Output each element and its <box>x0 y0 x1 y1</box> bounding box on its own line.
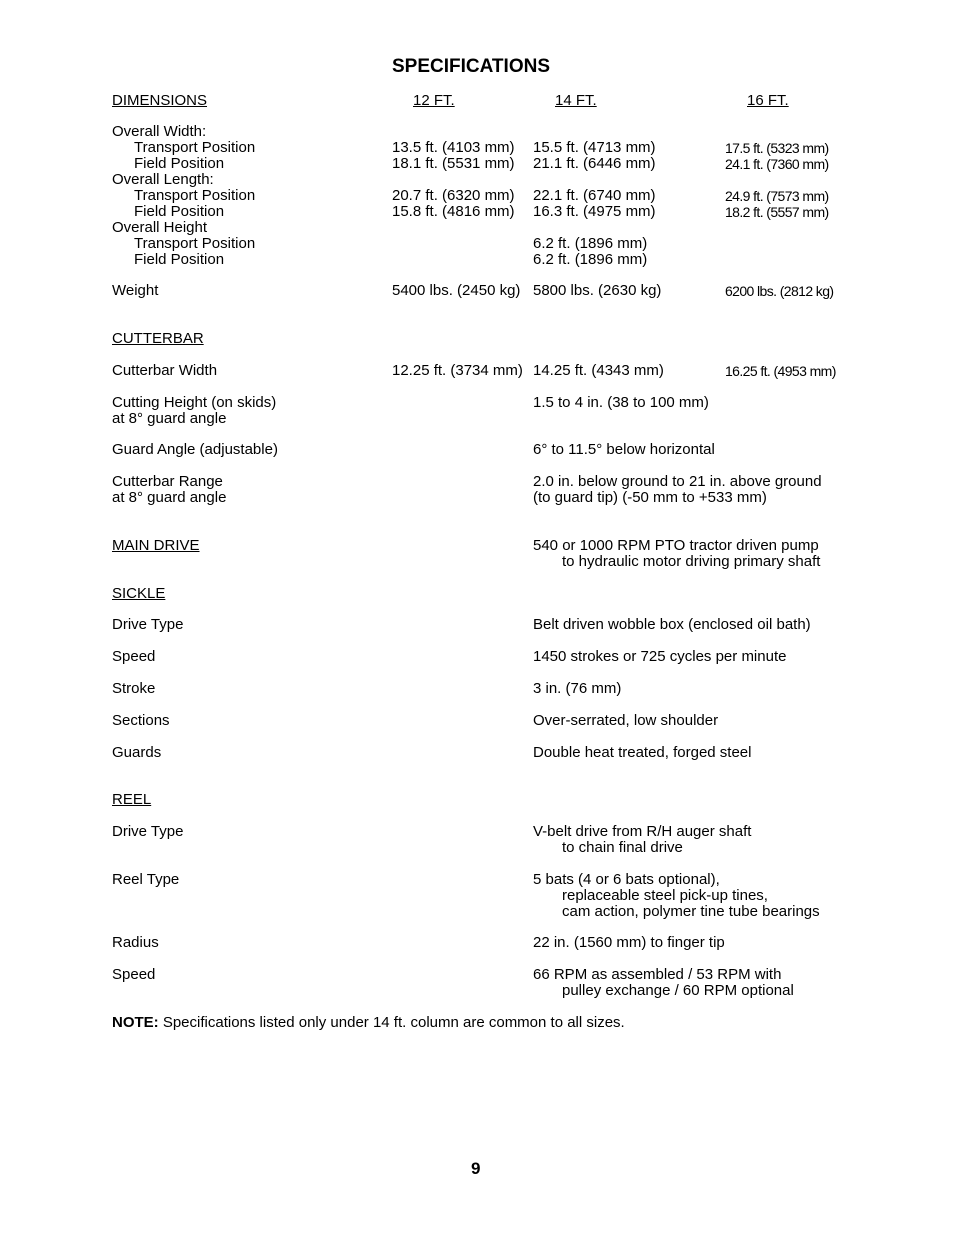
length-field-16ft: 18.2 ft. (5557 mm) <box>725 204 829 220</box>
cutterbar-range-label: Cutterbar Range <box>112 473 223 490</box>
reel-type-value-line3: cam action, polymer tine tube bearings <box>562 903 820 920</box>
cutterbar-width-12ft: 12.25 ft. (3734 mm) <box>392 362 523 379</box>
cutting-height-label: Cutting Height (on skids) <box>112 394 277 411</box>
sickle-speed-value: 1450 strokes or 725 cycles per minute <box>533 648 787 665</box>
column-header-14ft: 14 FT. <box>555 92 597 109</box>
cutterbar-width-14ft: 14.25 ft. (4343 mm) <box>533 362 664 379</box>
dimensions-heading: DIMENSIONS <box>112 92 208 109</box>
length-field-14ft: 16.3 ft. (4975 mm) <box>533 203 656 220</box>
sickle-stroke-label: Stroke <box>112 680 156 697</box>
main-drive-value: 540 or 1000 RPM PTO tractor driven pump <box>533 537 819 554</box>
sickle-stroke-value: 3 in. (76 mm) <box>533 680 622 697</box>
length-transport-label: Transport Position <box>134 187 256 204</box>
note <box>112 1015 625 1031</box>
cutterbar-range-value: 2.0 in. below ground to 21 in. above ground <box>533 473 822 490</box>
sickle-heading: SICKLE <box>112 585 166 602</box>
length-field-12ft: 15.8 ft. (4816 mm) <box>392 203 515 220</box>
cutterbar-width-label: Cutterbar Width <box>112 362 218 379</box>
page-title: SPECIFICATIONS <box>392 56 550 77</box>
cutterbar-range-label-sub: at 8° guard angle <box>112 489 227 506</box>
sickle-drive-type-value: Belt driven wobble box (enclosed oil bath) <box>533 616 811 633</box>
note-label: NOTE: <box>112 1014 159 1031</box>
length-transport-12ft: 20.7 ft. (6320 mm) <box>392 187 515 204</box>
reel-drive-type-value: V-belt drive from R/H auger shaft <box>533 823 752 840</box>
column-header-12ft: 12 FT. <box>413 92 455 109</box>
reel-type-value: 5 bats (4 or 6 bats optional), <box>533 871 720 888</box>
sickle-sections-label: Sections <box>112 712 170 729</box>
width-transport-14ft: 15.5 ft. (4713 mm) <box>533 139 656 156</box>
reel-type-value-line2: replaceable steel pick-up tines, <box>562 887 768 904</box>
overall-height-label: Overall Height <box>112 219 208 236</box>
reel-drive-type-value-sub: to chain final drive <box>562 839 683 856</box>
length-transport-16ft: 24.9 ft. (7573 mm) <box>725 188 829 204</box>
overall-length-label: Overall Length: <box>112 171 214 188</box>
sickle-speed-label: Speed <box>112 648 156 665</box>
width-field-14ft: 21.1 ft. (6446 mm) <box>533 155 656 172</box>
length-transport-14ft: 22.1 ft. (6740 mm) <box>533 187 656 204</box>
width-field-12ft: 18.1 ft. (5531 mm) <box>392 155 515 172</box>
width-field-16ft: 24.1 ft. (7360 mm) <box>725 156 829 172</box>
cutting-height-label-sub: at 8° guard angle <box>112 410 227 427</box>
guard-angle-value: 6° to 11.5° below horizontal <box>533 441 715 458</box>
length-field-label: Field Position <box>134 203 225 220</box>
sickle-sections-value: Over-serrated, low shoulder <box>533 712 719 729</box>
main-drive-heading: MAIN DRIVE <box>112 537 200 554</box>
cutterbar-heading: CUTTERBAR <box>112 330 204 347</box>
column-header-16ft: 16 FT. <box>747 92 789 109</box>
width-field-label: Field Position <box>134 155 225 172</box>
weight-16ft: 6200 lbs. (2812 kg) <box>725 283 834 299</box>
weight-14ft: 5800 lbs. (2630 kg) <box>533 282 662 299</box>
width-transport-12ft: 13.5 ft. (4103 mm) <box>392 139 515 156</box>
width-transport-16ft: 17.5 ft. (5323 mm) <box>725 140 829 156</box>
note-text: Specifications listed only under 14 ft. column are common to all sizes. <box>158 1014 625 1031</box>
guard-angle-label: Guard Angle (adjustable) <box>112 441 278 458</box>
sickle-guards-label: Guards <box>112 744 162 761</box>
reel-radius-label: Radius <box>112 934 159 951</box>
weight-12ft: 5400 lbs. (2450 kg) <box>392 282 521 299</box>
weight-label: Weight <box>112 282 159 299</box>
reel-speed-value: 66 RPM as assembled / 53 RPM with <box>533 966 782 983</box>
overall-width-label: Overall Width: <box>112 123 207 140</box>
height-field-label: Field Position <box>134 251 225 268</box>
sickle-guards-value: Double heat treated, forged steel <box>533 744 752 761</box>
reel-speed-label: Speed <box>112 966 156 983</box>
height-field-value: 6.2 ft. (1896 mm) <box>533 251 648 268</box>
height-transport-value: 6.2 ft. (1896 mm) <box>533 235 648 252</box>
cutting-height-value: 1.5 to 4 in. (38 to 100 mm) <box>533 394 709 411</box>
cutterbar-width-16ft: 16.25 ft. (4953 mm) <box>725 363 836 379</box>
width-transport-label: Transport Position <box>134 139 256 156</box>
reel-drive-type-label: Drive Type <box>112 823 184 840</box>
cutterbar-range-value-sub: (to guard tip) (-50 mm to +533 mm) <box>533 489 767 506</box>
reel-radius-value: 22 in. (1560 mm) to finger tip <box>533 934 725 951</box>
main-drive-value-sub: to hydraulic motor driving primary shaft <box>562 553 821 570</box>
reel-heading: REEL <box>112 791 152 808</box>
height-transport-label: Transport Position <box>134 235 256 252</box>
page-number: 9 <box>471 1159 481 1178</box>
sickle-drive-type-label: Drive Type <box>112 616 184 633</box>
reel-speed-value-sub: pulley exchange / 60 RPM optional <box>562 982 794 999</box>
reel-type-label: Reel Type <box>112 871 180 888</box>
